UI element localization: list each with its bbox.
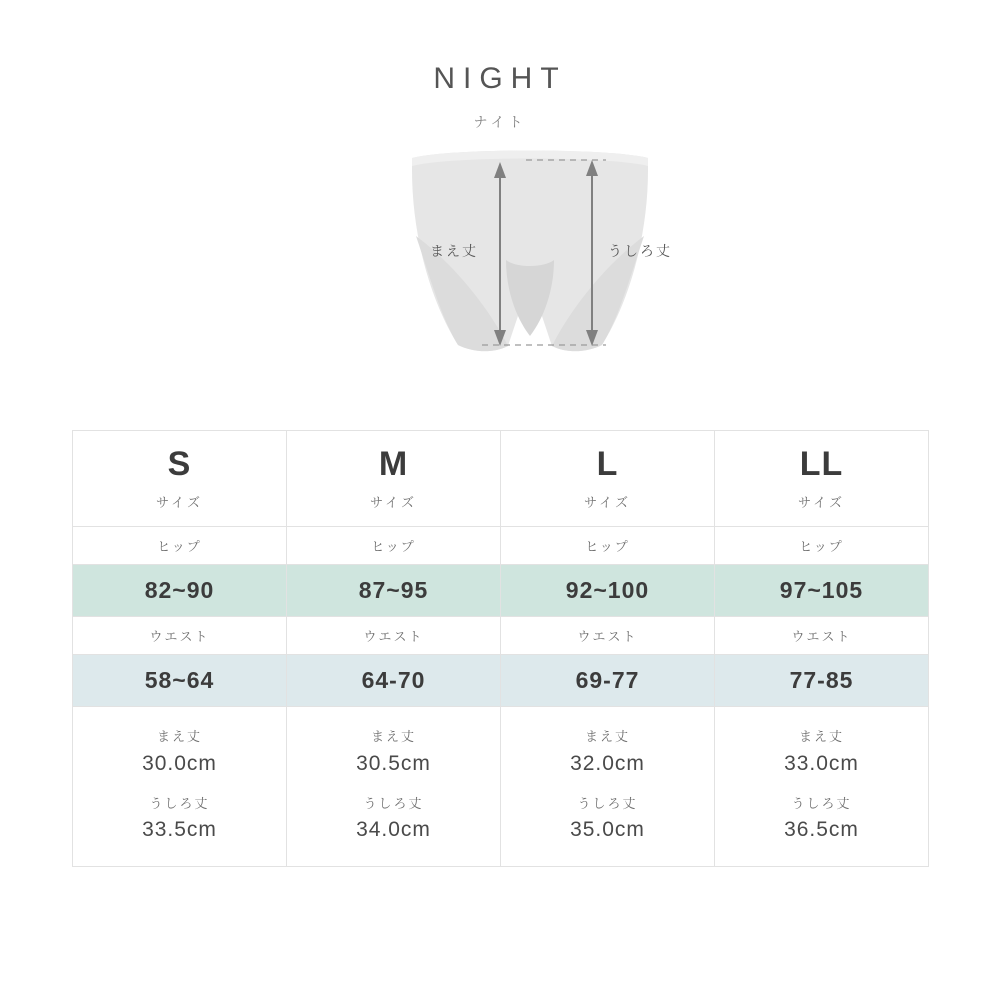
waist-label: ウエスト [715,617,929,655]
table-row-waist-label [73,617,929,655]
back-length-label: うしろ丈 [363,795,424,811]
hip-value: 97~105 [715,565,929,617]
table-row-lengths [73,707,929,867]
back-length-label: うしろ丈 [791,795,852,811]
hip-label: ヒップ [287,527,501,565]
front-length-label: まえ丈 [370,729,416,745]
front-length-label: まえ丈 [798,729,844,745]
front-length-value: 33.0cm [784,752,859,775]
front-length-value: 30.5cm [356,752,431,775]
hip-label: ヒップ [501,527,715,565]
size-table [72,430,929,867]
hip-value: 92~100 [501,565,715,617]
size-caption: サイズ [156,494,203,510]
size-label: LL [799,445,844,484]
size-caption: サイズ [584,494,631,510]
back-length-value: 36.5cm [784,818,859,842]
table-cell-lengths-m [287,707,501,867]
page-title [0,62,1000,132]
waist-value: 69-77 [501,655,715,707]
back-length-label: うしろ丈 [608,243,672,259]
waist-label: ウエスト [73,617,287,655]
back-length-value: 35.0cm [570,818,645,842]
table-cell-size-s [73,431,287,527]
waist-value: 77-85 [715,655,929,707]
title-subtitle: ナイト [473,114,527,130]
waist-label: ウエスト [287,617,501,655]
back-length-label: うしろ丈 [149,795,210,811]
table-row-hip-label [73,527,929,565]
table-cell-size-m [287,431,501,527]
table-cell-lengths-l [501,707,715,867]
front-length-label: まえ丈 [584,729,630,745]
hip-label: ヒップ [73,527,287,565]
size-label: M [378,445,409,484]
hip-label: ヒップ [715,527,929,565]
size-label: L [596,445,619,484]
front-length-label: まえ丈 [430,243,478,259]
hip-value: 87~95 [287,565,501,617]
table-cell-lengths-ll [715,707,929,867]
waist-label: ウエスト [501,617,715,655]
waist-value: 64-70 [287,655,501,707]
front-length-value: 32.0cm [570,752,645,775]
table-row-sizes [73,431,929,527]
table-row-hip-value [73,565,929,617]
back-length-value: 33.5cm [142,818,217,842]
size-caption: サイズ [370,494,417,510]
front-length-value: 30.0cm [142,752,217,775]
size-label: S [167,445,192,484]
table-row-waist-value [73,655,929,707]
size-caption: サイズ [798,494,845,510]
back-length-value: 34.0cm [356,818,431,842]
table-cell-lengths-s [73,707,287,867]
table-cell-size-ll [715,431,929,527]
title-main: NIGHT [433,62,567,95]
back-length-label: うしろ丈 [577,795,638,811]
front-length-label: まえ丈 [156,729,202,745]
hip-value: 82~90 [73,565,287,617]
waist-value: 58~64 [73,655,287,707]
panty-illustration [330,140,730,390]
table-cell-size-l [501,431,715,527]
